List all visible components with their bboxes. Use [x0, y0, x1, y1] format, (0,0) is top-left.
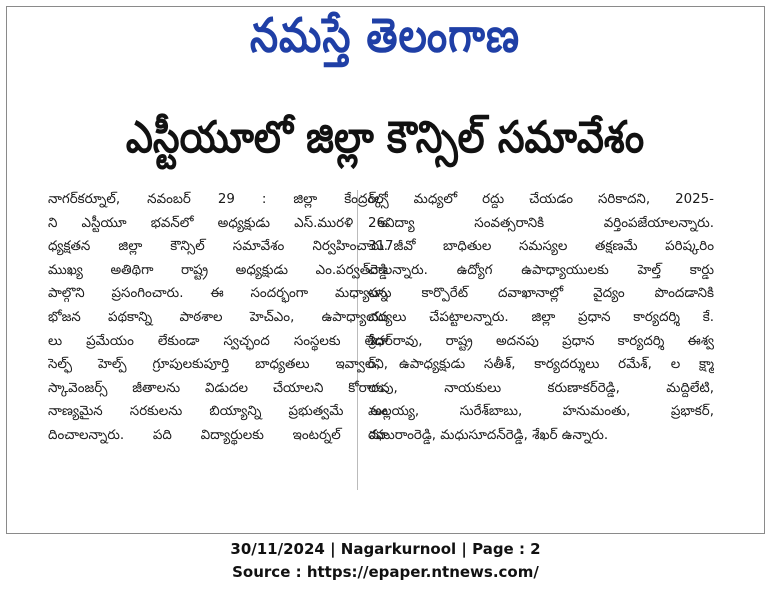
newspaper-masthead	[180, 8, 590, 72]
article-line: చాలన్నారు. ఉద్యోగ ఉపాధ్యాయులకు హెల్త్ కార్డు	[368, 262, 714, 278]
article-line: ముఖ్య అతిథిగా రాష్ట్ర అధ్యక్షుడు ఎం.పర్వత్‌రెడ్డి	[48, 262, 388, 278]
article-column-right	[368, 188, 714, 448]
clipping-meta: 30/11/2024 | Nagarkurnool | Page : 2	[230, 540, 541, 558]
article-line: ర్, ఉపాధ్యక్షుడు సతీశ్, కార్యదర్శులు రమేశ్, ల క్ష్మా	[368, 357, 714, 373]
article-line: ర్క్స్ మధ్యలో రద్దు చేయడం సరికాదని, 2025-	[368, 192, 714, 207]
article-line: ని ఎస్టీయూ భవన్‌లో అధ్యక్షుడు ఎస్.మురళి అ	[48, 215, 388, 231]
article-line: రావు, నాయకులు కరుణాకర్‌రెడ్డి, మద్దిలేటి,	[368, 380, 714, 396]
article-line: సెల్ఫ్ హెల్ప్ గ్రూపులకుపూర్తి బాధ్యతలు ఇవ్వాలని,	[48, 357, 388, 373]
article-line: రఘురాంరెడ్డి, మధుసూదన్‌రెడ్డి, శేఖర్ ఉన్నారు.	[368, 427, 609, 443]
article-headline	[40, 108, 730, 178]
article-line: లు ప్రమేయం లేకుండా స్వచ్ఛంద సంస్థలకు లేదా	[48, 333, 388, 349]
article-line: భోజన పథకాన్ని పాఠశాల హెచ్‌ఎం, ఉపాధ్యాయు	[48, 309, 388, 325]
article-line: 317జీవో బాధితుల సమస్యల తక్షణమే పరిష్కరిం	[368, 239, 714, 255]
article-line: లను కార్పొరేట్ దవాఖానాల్లో వైద్యం పొందడానికి	[368, 286, 714, 302]
article-line: స్కావెంజర్స్ జీతాలను విడుదల చేయాలని కోరారు.	[48, 380, 388, 396]
article-line: 26విద్యా సంవత్సరానికి వర్తింపజేయాలన్నారు.	[368, 215, 714, 231]
article-line: దించాలన్నారు. పది విద్యార్థులకు ఇంటర్నల్ మా	[48, 427, 388, 443]
article-line: శ్రీధర్‌రావు, రాష్ట్ర అదనపు ప్రధాన కార్యదర్శి ఈశ్వ	[368, 333, 714, 349]
article-line: ధ్యక్షతన జిల్లా కౌన్సిల్ సమావేశం నిర్వహించారు.	[48, 239, 388, 255]
article-line: నాగర్‌కర్నూల్, నవంబర్ 29 : జిల్లా కేంద్రంలో	[48, 192, 388, 207]
headline-text: ఎస్టీయూలో జిల్లా కౌన్సిల్ సమావేశం	[125, 111, 645, 163]
article-column-left	[48, 188, 388, 448]
masthead-title: నమస్తే తెలంగాణ	[249, 8, 521, 64]
article-line: మల్లయ్య, సురేశ్‌బాబు, హనుమంతు, ప్రభాకర్,	[368, 404, 714, 420]
article-line: పాల్గొని ప్రసంగించారు. ఈ సందర్భంగా మధ్యాహ్న	[48, 286, 388, 302]
article-line: చర్యలు చేపట్టాలన్నారు. జిల్లా ప్రధాన కార్యదర్శి కే.	[368, 309, 714, 325]
clipping-source: Source : https://epaper.ntnews.com/	[232, 563, 539, 581]
article-line: నాణ్యమైన సరకులను బియ్యాన్ని ప్రభుత్వమే అం	[48, 404, 388, 420]
